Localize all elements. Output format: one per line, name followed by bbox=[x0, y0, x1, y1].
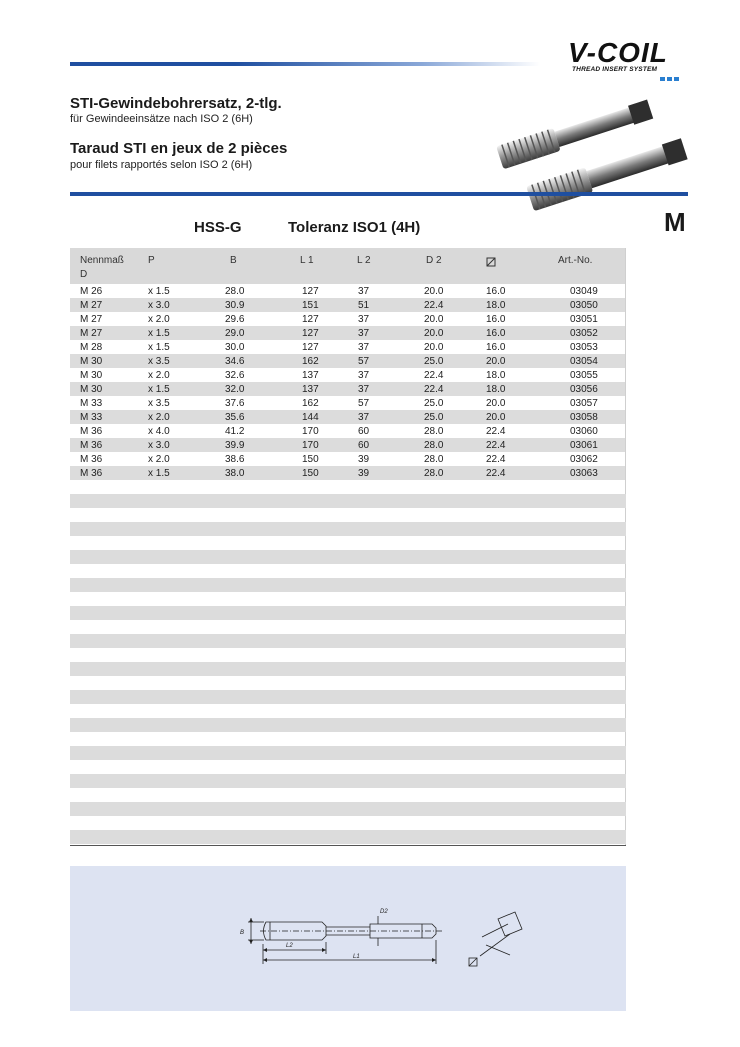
table-cell: 20.0 bbox=[424, 313, 444, 325]
empty-row-stripe bbox=[70, 718, 626, 732]
table-cell: x 1.5 bbox=[148, 285, 170, 297]
table-cell: x 2.0 bbox=[148, 313, 170, 325]
table-cell: 127 bbox=[302, 341, 319, 353]
table-cell: 37 bbox=[358, 285, 370, 297]
table-cell: 03062 bbox=[570, 453, 598, 465]
section-letter: M bbox=[664, 207, 686, 237]
table-row bbox=[70, 298, 626, 312]
table-cell: x 1.5 bbox=[148, 466, 225, 480]
table-cell: x 2.0 bbox=[148, 453, 170, 465]
table-cell: M 27 bbox=[70, 298, 148, 312]
table-row bbox=[70, 326, 626, 340]
table-cell: 51 bbox=[358, 298, 424, 312]
logo-dots bbox=[660, 68, 681, 86]
table-row bbox=[70, 452, 626, 466]
table-cell: 37.6 bbox=[225, 397, 245, 409]
col-header-l1: L 1 bbox=[300, 255, 314, 266]
table-cell: 37 bbox=[358, 410, 424, 424]
table-cell: 03057 bbox=[570, 397, 598, 409]
table-cell: 29.0 bbox=[225, 326, 302, 340]
table-cell: M 30 bbox=[70, 382, 148, 396]
table-cell: M 28 bbox=[80, 341, 103, 353]
table-row bbox=[70, 382, 626, 396]
table-cell: 03060 bbox=[570, 425, 598, 437]
table-cell: 16.0 bbox=[486, 285, 506, 297]
table-cell: 29.6 bbox=[225, 313, 245, 325]
empty-row-stripe bbox=[70, 578, 626, 592]
table-cell: 16.0 bbox=[486, 313, 506, 325]
table-cell: x 3.5 bbox=[148, 397, 170, 409]
table-cell: x 3.0 bbox=[148, 298, 225, 312]
table-cell: 03052 bbox=[570, 326, 626, 340]
subtitle-french: pour filets rapportés selon ISO 2 (6H) bbox=[70, 159, 253, 171]
table-cell: 22.4 bbox=[424, 369, 444, 381]
header-accent-bar bbox=[70, 62, 540, 66]
table-cell: 25.0 bbox=[424, 410, 486, 424]
table-cell: 28.0 bbox=[424, 453, 444, 465]
header-divider bbox=[70, 192, 688, 196]
drawing-label-b: B bbox=[240, 930, 245, 936]
empty-row-stripe bbox=[70, 634, 626, 648]
table-cell: 60 bbox=[358, 425, 370, 437]
col-header-b: B bbox=[230, 255, 237, 266]
table-cell: 03049 bbox=[570, 285, 598, 297]
table-cell: 39 bbox=[358, 466, 424, 480]
table-cell: 37 bbox=[358, 341, 370, 353]
table-cell: 20.0 bbox=[486, 397, 506, 409]
table-cell: x 1.5 bbox=[148, 326, 225, 340]
table-cell: M 26 bbox=[80, 285, 103, 297]
table-cell: 16.0 bbox=[486, 326, 570, 340]
tap-set-photo bbox=[478, 86, 690, 216]
table-cell: 18.0 bbox=[486, 382, 570, 396]
table-cell: 22.4 bbox=[486, 453, 506, 465]
table-cell: 20.0 bbox=[486, 354, 570, 368]
table-cell: 25.0 bbox=[424, 397, 444, 409]
col-header-artno: Art.-No. bbox=[558, 255, 593, 266]
product-table bbox=[70, 284, 626, 480]
empty-row-stripe bbox=[70, 550, 626, 564]
table-cell: 03050 bbox=[570, 298, 626, 312]
col-header-nominal: Nennmaß D bbox=[80, 255, 124, 280]
empty-row-stripe bbox=[70, 746, 626, 760]
logo-wordmark: V-COIL bbox=[568, 37, 668, 68]
drawing-label-l2: L2 bbox=[286, 943, 293, 949]
empty-row-stripe bbox=[70, 830, 626, 844]
table-cell: 144 bbox=[302, 410, 358, 424]
material-label: HSS-G bbox=[194, 219, 242, 236]
table-row bbox=[70, 424, 626, 438]
table-cell: 39.9 bbox=[225, 438, 302, 452]
table-cell: 127 bbox=[302, 326, 358, 340]
table-cell: 30.0 bbox=[225, 341, 245, 353]
drawing-label-l1: L1 bbox=[353, 954, 360, 960]
table-cell: M 36 bbox=[80, 453, 103, 465]
table-cell: 57 bbox=[358, 354, 424, 368]
title-german: STI-Gewindebohrersatz, 2-tlg. bbox=[70, 95, 282, 112]
empty-row-stripe bbox=[70, 662, 626, 676]
table-cell: 18.0 bbox=[486, 369, 506, 381]
table-cell: M 30 bbox=[80, 369, 103, 381]
table-cell: 20.0 bbox=[486, 410, 570, 424]
table-cell: M 30 bbox=[70, 354, 148, 368]
table-cell: M 36 bbox=[80, 425, 103, 437]
table-cell: 28.0 bbox=[424, 466, 486, 480]
table-cell: x 2.0 bbox=[148, 410, 225, 424]
table-cell: 30.9 bbox=[225, 298, 302, 312]
table-cell: 150 bbox=[302, 453, 319, 465]
table-cell: 20.0 bbox=[424, 341, 444, 353]
table-cell: x 2.0 bbox=[148, 369, 170, 381]
table-bottom-rule bbox=[70, 845, 626, 846]
table-cell: 170 bbox=[302, 438, 358, 452]
empty-row-stripe bbox=[70, 606, 626, 620]
square-icon bbox=[486, 257, 496, 272]
table-cell: x 3.5 bbox=[148, 354, 225, 368]
table-cell: 22.4 bbox=[424, 382, 486, 396]
technical-drawing-panel bbox=[70, 866, 626, 1011]
table-cell: 34.6 bbox=[225, 354, 302, 368]
table-cell: 38.6 bbox=[225, 453, 245, 465]
table-cell: 137 bbox=[302, 382, 358, 396]
title-french: Taraud STI en jeux de 2 pièces bbox=[70, 140, 288, 157]
table-cell: M 33 bbox=[70, 410, 148, 424]
table-cell: 170 bbox=[302, 425, 319, 437]
table-cell: 137 bbox=[302, 369, 319, 381]
table-cell: 151 bbox=[302, 298, 358, 312]
table-cell: M 27 bbox=[70, 326, 148, 340]
table-cell: 162 bbox=[302, 397, 319, 409]
table-cell: 22.4 bbox=[424, 298, 486, 312]
table-cell: M 36 bbox=[70, 466, 148, 480]
table-cell: 18.0 bbox=[486, 298, 570, 312]
table-cell: 39 bbox=[358, 453, 370, 465]
empty-row-stripe bbox=[70, 522, 626, 536]
table-cell: x 1.5 bbox=[148, 341, 170, 353]
empty-row-stripe bbox=[70, 690, 626, 704]
col-header-d2: D 2 bbox=[426, 255, 442, 266]
table-cell: 35.6 bbox=[225, 410, 302, 424]
table-cell: 03061 bbox=[570, 438, 626, 452]
table-cell: 03053 bbox=[570, 341, 598, 353]
table-cell: 37 bbox=[358, 369, 370, 381]
table-header bbox=[70, 248, 626, 284]
table-cell: 28.0 bbox=[424, 438, 486, 452]
table-row bbox=[70, 438, 626, 452]
table-row bbox=[70, 340, 626, 354]
col-header-l2: L 2 bbox=[357, 255, 371, 266]
table-cell: 03054 bbox=[570, 354, 626, 368]
table-cell: x 3.0 bbox=[148, 438, 225, 452]
table-cell: 57 bbox=[358, 397, 370, 409]
table-cell: 03051 bbox=[570, 313, 598, 325]
table-cell: M 33 bbox=[80, 397, 103, 409]
table-cell: 22.4 bbox=[486, 425, 506, 437]
table-row bbox=[70, 466, 626, 480]
table-cell: 41.2 bbox=[225, 425, 245, 437]
tolerance-label: Toleranz ISO1 (4H) bbox=[288, 219, 421, 236]
table-cell: 20.0 bbox=[424, 285, 444, 297]
table-cell: 37 bbox=[358, 382, 424, 396]
table-cell: 25.0 bbox=[424, 354, 486, 368]
tap-dimension-drawing bbox=[70, 866, 626, 1011]
table-row bbox=[70, 368, 626, 382]
table-cell: 37 bbox=[358, 326, 424, 340]
drawing-square-icon bbox=[469, 958, 477, 966]
col-header-pitch: P bbox=[148, 255, 155, 266]
table-cell: 127 bbox=[302, 313, 319, 325]
table-row bbox=[70, 312, 626, 326]
vcoil-logo bbox=[568, 38, 688, 82]
table-cell: 32.0 bbox=[225, 382, 302, 396]
table-cell: 127 bbox=[302, 285, 319, 297]
table-cell: M 27 bbox=[80, 313, 103, 325]
drawing-label-d2: D2 bbox=[380, 909, 388, 915]
table-row bbox=[70, 396, 626, 410]
table-cell: x 1.5 bbox=[148, 382, 225, 396]
table-cell: 22.4 bbox=[486, 438, 570, 452]
table-cell: 03063 bbox=[570, 466, 626, 480]
logo-tagline: THREAD INSERT SYSTEM bbox=[572, 66, 658, 73]
subtitle-german: für Gewindeeinsätze nach ISO 2 (6H) bbox=[70, 113, 253, 125]
table-row bbox=[70, 284, 626, 298]
empty-row-stripe bbox=[70, 802, 626, 816]
table-cell: 150 bbox=[302, 466, 358, 480]
table-cell: 16.0 bbox=[486, 341, 506, 353]
table-row bbox=[70, 410, 626, 424]
table-cell: 03058 bbox=[570, 410, 626, 424]
table-cell: 22.4 bbox=[486, 466, 570, 480]
table-cell: 03055 bbox=[570, 369, 598, 381]
table-cell: 38.0 bbox=[225, 466, 302, 480]
table-row bbox=[70, 354, 626, 368]
table-cell: 162 bbox=[302, 354, 358, 368]
table-cell: 32.6 bbox=[225, 369, 245, 381]
table-cell: 60 bbox=[358, 438, 424, 452]
table-cell: 03056 bbox=[570, 382, 626, 396]
table-cell: M 36 bbox=[70, 438, 148, 452]
table-cell: 37 bbox=[358, 313, 370, 325]
table-cell: x 4.0 bbox=[148, 425, 170, 437]
empty-row-stripe bbox=[70, 774, 626, 788]
empty-row-stripe bbox=[70, 494, 626, 508]
table-cell: 28.0 bbox=[225, 285, 245, 297]
table-cell: 28.0 bbox=[424, 425, 444, 437]
table-cell: 20.0 bbox=[424, 326, 486, 340]
